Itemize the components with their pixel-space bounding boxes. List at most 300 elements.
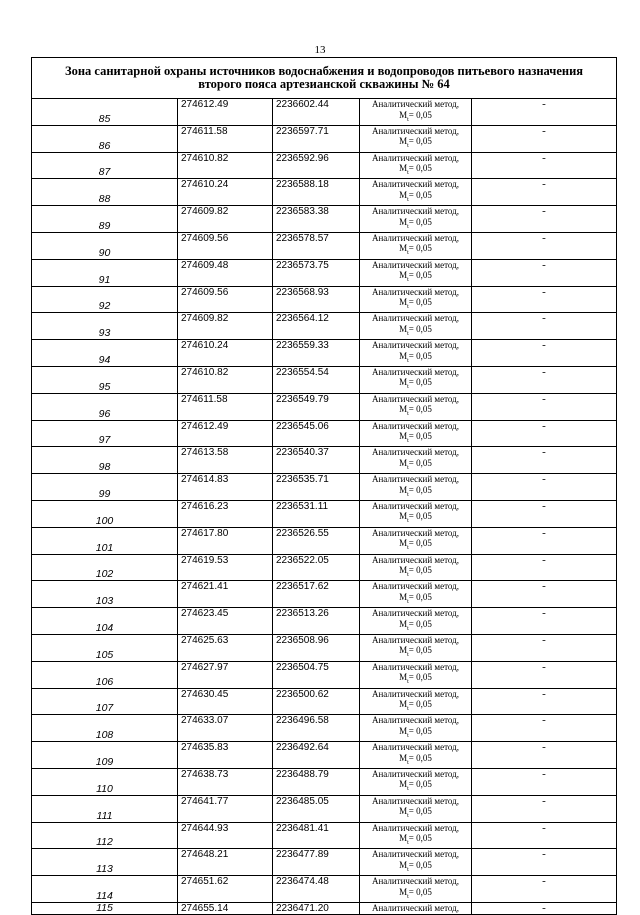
method-cell xyxy=(360,554,472,581)
method-accuracy xyxy=(360,404,471,419)
coord-y: 2236474.48 xyxy=(273,876,360,903)
method-cell xyxy=(360,393,472,420)
accuracy-symbol: M xyxy=(399,779,408,790)
accuracy-value: = 0,05 xyxy=(408,672,432,683)
accuracy-subscript: t xyxy=(407,679,409,686)
accuracy-value: = 0,05 xyxy=(408,109,432,120)
extra-cell: - xyxy=(472,527,617,554)
accuracy-subscript: t xyxy=(407,571,409,578)
method-cell xyxy=(360,500,472,527)
method-accuracy xyxy=(360,699,471,714)
method-accuracy xyxy=(360,726,471,741)
point-number: 93 xyxy=(32,313,178,340)
accuracy-subscript: t xyxy=(407,196,409,203)
accuracy-value: = 0,05 xyxy=(408,806,432,817)
method-accuracy xyxy=(360,511,471,526)
accuracy-value: = 0,05 xyxy=(408,216,432,227)
method-cell xyxy=(360,849,472,876)
extra-cell: - xyxy=(472,608,617,635)
point-number: 114 xyxy=(32,876,178,903)
coord-x: 274651.62 xyxy=(178,876,273,903)
table-row xyxy=(32,99,617,126)
extra-cell: - xyxy=(472,366,617,393)
accuracy-symbol: M xyxy=(399,431,408,442)
method-accuracy xyxy=(360,458,471,473)
accuracy-symbol: M xyxy=(399,404,408,415)
accuracy-value: = 0,05 xyxy=(408,163,432,174)
point-number: 85 xyxy=(32,99,178,126)
method-cell xyxy=(360,152,472,179)
accuracy-value: = 0,05 xyxy=(408,189,432,200)
extra-cell: - xyxy=(472,715,617,742)
accuracy-value: = 0,05 xyxy=(408,457,432,468)
coord-x: 274617.80 xyxy=(178,527,273,554)
accuracy-subscript: t xyxy=(407,545,409,552)
table-row xyxy=(32,876,617,903)
method-accuracy xyxy=(360,270,471,285)
method-name: Аналитический метод, xyxy=(360,902,472,914)
accuracy-symbol: M xyxy=(399,457,408,468)
table-row xyxy=(32,286,617,313)
method-cell xyxy=(360,768,472,795)
accuracy-symbol: M xyxy=(399,323,408,334)
point-number: 103 xyxy=(32,581,178,608)
accuracy-subscript: t xyxy=(407,464,409,471)
coord-y: 2236545.06 xyxy=(273,420,360,447)
table-row xyxy=(32,849,617,876)
coord-x: 274635.83 xyxy=(178,742,273,769)
coord-x: 274609.82 xyxy=(178,206,273,233)
coord-x: 274655.14 xyxy=(178,902,273,914)
accuracy-subscript: t xyxy=(407,143,409,150)
accuracy-subscript: t xyxy=(407,813,409,820)
method-name: Аналитический метод, xyxy=(371,661,460,672)
coord-x: 274609.82 xyxy=(178,313,273,340)
point-number: 108 xyxy=(32,715,178,742)
accuracy-value: = 0,05 xyxy=(408,297,432,308)
point-number: 88 xyxy=(32,179,178,206)
table-row xyxy=(32,152,617,179)
method-accuracy xyxy=(360,163,471,178)
method-accuracy xyxy=(360,190,471,205)
extra-cell: - xyxy=(472,849,617,876)
accuracy-subscript: t xyxy=(407,705,409,712)
point-number: 105 xyxy=(32,634,178,661)
method-cell xyxy=(360,420,472,447)
method-cell xyxy=(360,715,472,742)
accuracy-symbol: M xyxy=(399,216,408,227)
point-number: 97 xyxy=(32,420,178,447)
coord-y: 2236488.79 xyxy=(273,768,360,795)
method-name: Аналитический метод, xyxy=(371,500,460,511)
coord-x: 274610.24 xyxy=(178,179,273,206)
table-row xyxy=(32,179,617,206)
coord-x: 274613.58 xyxy=(178,447,273,474)
coord-y: 2236573.75 xyxy=(273,259,360,286)
coord-x: 274611.58 xyxy=(178,125,273,152)
coord-y: 2236508.96 xyxy=(273,634,360,661)
point-number: 111 xyxy=(32,795,178,822)
method-name: Аналитический метод, xyxy=(371,474,460,485)
accuracy-subscript: t xyxy=(407,893,409,900)
method-cell xyxy=(360,179,472,206)
method-cell xyxy=(360,340,472,367)
extra-cell: - xyxy=(472,125,617,152)
point-number: 87 xyxy=(32,152,178,179)
table-row xyxy=(32,527,617,554)
method-cell xyxy=(360,527,472,554)
accuracy-subscript: t xyxy=(407,625,409,632)
coord-x: 274610.24 xyxy=(178,340,273,367)
accuracy-subscript: t xyxy=(407,652,409,659)
accuracy-value: = 0,05 xyxy=(408,377,432,388)
coord-x: 274623.45 xyxy=(178,608,273,635)
table-title-line-1: Зона санитарной охраны источников водоснабжения и водопроводов питьевого назначения xyxy=(64,64,584,78)
accuracy-value: = 0,05 xyxy=(408,618,432,629)
accuracy-value: = 0,05 xyxy=(408,136,432,147)
extra-cell: - xyxy=(472,393,617,420)
accuracy-symbol: M xyxy=(399,725,408,736)
method-name: Аналитический метод, xyxy=(371,232,460,243)
accuracy-subscript: t xyxy=(407,303,409,310)
coord-y: 2236597.71 xyxy=(273,125,360,152)
method-cell xyxy=(360,99,472,126)
coord-y: 2236504.75 xyxy=(273,661,360,688)
accuracy-subscript: t xyxy=(407,437,409,444)
point-number: 89 xyxy=(32,206,178,233)
method-cell xyxy=(360,608,472,635)
point-number: 115 xyxy=(32,902,178,914)
extra-cell: - xyxy=(472,634,617,661)
method-name: Аналитический метод, xyxy=(371,313,460,324)
coord-x: 274641.77 xyxy=(178,795,273,822)
table-row xyxy=(32,125,617,152)
coord-x: 274612.49 xyxy=(178,99,273,126)
accuracy-subscript: t xyxy=(407,491,409,498)
method-accuracy xyxy=(360,592,471,607)
coord-x: 274609.48 xyxy=(178,259,273,286)
table-header-row xyxy=(32,58,617,99)
accuracy-subscript: t xyxy=(407,330,409,337)
method-accuracy xyxy=(360,297,471,312)
accuracy-subscript: t xyxy=(407,223,409,230)
table-row xyxy=(32,581,617,608)
method-name: Аналитический метод, xyxy=(371,393,460,404)
coord-y: 2236477.89 xyxy=(273,849,360,876)
extra-cell: - xyxy=(472,179,617,206)
extra-cell: - xyxy=(472,286,617,313)
method-accuracy xyxy=(360,485,471,500)
accuracy-subscript: t xyxy=(407,357,409,364)
table-row xyxy=(32,340,617,367)
method-name: Аналитический метод, xyxy=(371,152,460,163)
point-number: 101 xyxy=(32,527,178,554)
accuracy-symbol: M xyxy=(399,886,408,897)
accuracy-value: = 0,05 xyxy=(408,752,432,763)
accuracy-symbol: M xyxy=(399,806,408,817)
extra-cell: - xyxy=(472,902,617,914)
method-accuracy xyxy=(360,753,471,768)
point-number: 99 xyxy=(32,474,178,501)
method-name: Аналитический метод, xyxy=(371,206,460,217)
method-accuracy xyxy=(360,779,471,794)
method-accuracy xyxy=(360,565,471,580)
coord-x: 274614.83 xyxy=(178,474,273,501)
accuracy-value: = 0,05 xyxy=(408,645,432,656)
method-cell xyxy=(360,125,472,152)
method-name: Аналитический метод, xyxy=(371,822,460,833)
extra-cell: - xyxy=(472,152,617,179)
table-row xyxy=(32,474,617,501)
method-cell xyxy=(360,661,472,688)
accuracy-value: = 0,05 xyxy=(408,725,432,736)
coord-y: 2236564.12 xyxy=(273,313,360,340)
point-number: 92 xyxy=(32,286,178,313)
coord-x: 274609.56 xyxy=(178,286,273,313)
method-accuracy xyxy=(360,110,471,125)
coord-x: 274616.23 xyxy=(178,500,273,527)
accuracy-symbol: M xyxy=(399,538,408,549)
coord-x: 274644.93 xyxy=(178,822,273,849)
coord-y: 2236549.79 xyxy=(273,393,360,420)
accuracy-value: = 0,05 xyxy=(408,833,432,844)
point-number: 95 xyxy=(32,366,178,393)
table-title-line-2: второго пояса артезианской скважины № 64 xyxy=(198,77,450,91)
accuracy-value: = 0,05 xyxy=(408,859,432,870)
accuracy-symbol: M xyxy=(399,833,408,844)
accuracy-symbol: M xyxy=(399,752,408,763)
table-row xyxy=(32,661,617,688)
method-accuracy xyxy=(360,833,471,848)
accuracy-subscript: t xyxy=(407,866,409,873)
extra-cell: - xyxy=(472,259,617,286)
table-row xyxy=(32,688,617,715)
accuracy-symbol: M xyxy=(399,109,408,120)
method-name: Аналитический метод, xyxy=(371,795,460,806)
accuracy-value: = 0,05 xyxy=(408,404,432,415)
accuracy-symbol: M xyxy=(399,645,408,656)
accuracy-value: = 0,05 xyxy=(408,886,432,897)
table-row xyxy=(32,259,617,286)
point-number: 112 xyxy=(32,822,178,849)
coord-x: 274638.73 xyxy=(178,768,273,795)
method-accuracy xyxy=(360,324,471,339)
table-row xyxy=(32,313,617,340)
accuracy-symbol: M xyxy=(399,672,408,683)
method-accuracy xyxy=(360,431,471,446)
point-number: 113 xyxy=(32,849,178,876)
accuracy-symbol: M xyxy=(399,565,408,576)
accuracy-value: = 0,05 xyxy=(408,779,432,790)
accuracy-subscript: t xyxy=(407,839,409,846)
extra-cell: - xyxy=(472,554,617,581)
point-number: 110 xyxy=(32,768,178,795)
method-name: Аналитический метод, xyxy=(371,715,460,726)
extra-cell: - xyxy=(472,581,617,608)
point-number: 90 xyxy=(32,232,178,259)
method-cell xyxy=(360,313,472,340)
accuracy-subscript: t xyxy=(407,250,409,257)
accuracy-value: = 0,05 xyxy=(408,565,432,576)
accuracy-symbol: M xyxy=(399,618,408,629)
method-name: Аналитический метод, xyxy=(371,340,460,351)
accuracy-symbol: M xyxy=(399,511,408,522)
extra-cell: - xyxy=(472,661,617,688)
extra-cell: - xyxy=(472,768,617,795)
accuracy-symbol: M xyxy=(399,484,408,495)
method-accuracy xyxy=(360,136,471,151)
coord-y: 2236535.71 xyxy=(273,474,360,501)
accuracy-value: = 0,05 xyxy=(408,591,432,602)
table-row xyxy=(32,902,617,914)
point-number: 94 xyxy=(32,340,178,367)
point-number: 86 xyxy=(32,125,178,152)
coord-y: 2236517.62 xyxy=(273,581,360,608)
table-row xyxy=(32,420,617,447)
method-name: Аналитический метод, xyxy=(371,608,460,619)
coord-y: 2236481.41 xyxy=(273,822,360,849)
method-name: Аналитический метод, xyxy=(371,688,460,699)
method-cell xyxy=(360,688,472,715)
accuracy-subscript: t xyxy=(407,518,409,525)
method-accuracy xyxy=(360,351,471,366)
method-cell xyxy=(360,232,472,259)
accuracy-symbol: M xyxy=(399,859,408,870)
table-row xyxy=(32,393,617,420)
accuracy-symbol: M xyxy=(399,136,408,147)
coord-y: 2236471.20 xyxy=(273,902,360,914)
extra-cell: - xyxy=(472,232,617,259)
coord-y: 2236554.54 xyxy=(273,366,360,393)
accuracy-value: = 0,05 xyxy=(408,350,432,361)
method-name: Аналитический метод, xyxy=(371,99,460,109)
coord-y: 2236492.64 xyxy=(273,742,360,769)
method-name: Аналитический метод, xyxy=(371,125,460,136)
extra-cell: - xyxy=(472,340,617,367)
coord-y: 2236531.11 xyxy=(273,500,360,527)
point-number: 106 xyxy=(32,661,178,688)
method-accuracy xyxy=(360,377,471,392)
coord-x: 274621.41 xyxy=(178,581,273,608)
table-row xyxy=(32,500,617,527)
method-cell xyxy=(360,447,472,474)
accuracy-subscript: t xyxy=(407,116,409,123)
method-name: Аналитический метод, xyxy=(371,876,460,887)
method-name: Аналитический метод, xyxy=(371,768,460,779)
point-number: 91 xyxy=(32,259,178,286)
accuracy-subscript: t xyxy=(407,759,409,766)
table-row xyxy=(32,366,617,393)
coord-x: 274627.97 xyxy=(178,661,273,688)
coord-x: 274625.63 xyxy=(178,634,273,661)
method-name: Аналитический метод, xyxy=(371,527,460,538)
point-number: 102 xyxy=(32,554,178,581)
coord-x: 274609.56 xyxy=(178,232,273,259)
table-row xyxy=(32,768,617,795)
method-cell xyxy=(360,581,472,608)
coord-x: 274611.58 xyxy=(178,393,273,420)
coord-y: 2236588.18 xyxy=(273,179,360,206)
point-number: 104 xyxy=(32,608,178,635)
method-accuracy xyxy=(360,217,471,232)
extra-cell: - xyxy=(472,688,617,715)
coord-y: 2236602.44 xyxy=(273,99,360,126)
accuracy-symbol: M xyxy=(399,377,408,388)
accuracy-symbol: M xyxy=(399,270,408,281)
point-number: 109 xyxy=(32,742,178,769)
extra-cell: - xyxy=(472,742,617,769)
method-name: Аналитический метод, xyxy=(371,259,460,270)
method-accuracy xyxy=(360,860,471,875)
accuracy-subscript: t xyxy=(407,598,409,605)
accuracy-subscript: t xyxy=(407,277,409,284)
coord-y: 2236500.62 xyxy=(273,688,360,715)
accuracy-value: = 0,05 xyxy=(408,484,432,495)
method-cell xyxy=(360,876,472,903)
accuracy-value: = 0,05 xyxy=(408,323,432,334)
method-name: Аналитический метод, xyxy=(371,286,460,297)
accuracy-symbol: M xyxy=(399,699,408,710)
extra-cell: - xyxy=(472,474,617,501)
accuracy-subscript: t xyxy=(407,786,409,793)
coord-y: 2236513.26 xyxy=(273,608,360,635)
extra-cell: - xyxy=(472,500,617,527)
accuracy-symbol: M xyxy=(399,591,408,602)
method-accuracy xyxy=(360,243,471,258)
point-number: 96 xyxy=(32,393,178,420)
coord-x: 274633.07 xyxy=(178,715,273,742)
accuracy-subscript: t xyxy=(407,384,409,391)
accuracy-symbol: M xyxy=(399,163,408,174)
coord-y: 2236578.57 xyxy=(273,232,360,259)
method-cell xyxy=(360,366,472,393)
coord-y: 2236540.37 xyxy=(273,447,360,474)
extra-cell: - xyxy=(472,876,617,903)
method-cell xyxy=(360,206,472,233)
table-row xyxy=(32,742,617,769)
coord-x: 274648.21 xyxy=(178,849,273,876)
coord-y: 2236592.96 xyxy=(273,152,360,179)
method-cell xyxy=(360,795,472,822)
method-cell xyxy=(360,286,472,313)
table-row xyxy=(32,232,617,259)
accuracy-subscript: t xyxy=(407,169,409,176)
method-accuracy xyxy=(360,538,471,553)
coord-y: 2236485.05 xyxy=(273,795,360,822)
coord-y: 2236568.93 xyxy=(273,286,360,313)
accuracy-value: = 0,05 xyxy=(408,270,432,281)
extra-cell: - xyxy=(472,447,617,474)
accuracy-symbol: M xyxy=(399,243,408,254)
point-number: 100 xyxy=(32,500,178,527)
coord-x: 274610.82 xyxy=(178,366,273,393)
table-row xyxy=(32,608,617,635)
method-name: Аналитический метод, xyxy=(371,420,460,431)
table-row xyxy=(32,447,617,474)
method-accuracy xyxy=(360,806,471,821)
accuracy-value: = 0,05 xyxy=(408,243,432,254)
table-row xyxy=(32,715,617,742)
method-name: Аналитический метод, xyxy=(371,634,460,645)
method-accuracy xyxy=(360,645,471,660)
method-name: Аналитический метод, xyxy=(371,179,460,190)
accuracy-value: = 0,05 xyxy=(408,431,432,442)
accuracy-symbol: M xyxy=(399,189,408,200)
coord-y: 2236522.05 xyxy=(273,554,360,581)
method-name: Аналитический метод, xyxy=(371,849,460,860)
extra-cell: - xyxy=(472,99,617,126)
method-cell xyxy=(360,474,472,501)
